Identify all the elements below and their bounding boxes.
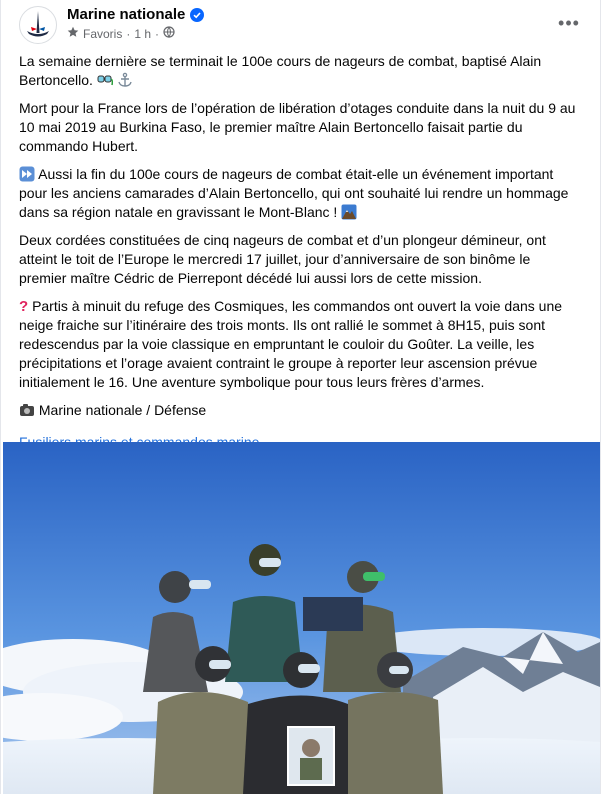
verified-badge-icon: [190, 8, 204, 22]
page-name-text[interactable]: Marine nationale: [67, 6, 186, 23]
more-options-button[interactable]: [556, 10, 582, 36]
paragraph-5: [19, 297, 579, 392]
photo-credit: [19, 401, 579, 420]
photo-credit-text: Marine nationale / Défense: [38, 402, 207, 418]
meta-separator: ·: [155, 26, 160, 41]
post-photo[interactable]: [3, 442, 600, 794]
paragraph-3-text: Aussi la fin du 100e cours de nageurs de combat était-elle un événement important pour les anciens camarades d’Alain Bertoncello, qui ont souhaité lui rendre un hommage dans sa région natale en gravissant le Mont-Blanc !: [19, 166, 569, 220]
paragraph-5-text: Partis à minuit du refuge des Cosmiques, les commandos ont ouvert la voie dans une neige fraiche sur l’itinéraire des trois monts. Ils ont rallié le sommet à 8H15, puis sont redescendus par la voie classique en empruntant le couloir du Goûter. La veille, les précipitations et l’orage avaient contraint le groupe à reporter leur ascension prévue initialement le 16. Une aventure symbolique pour tous leurs frères d’armes.: [19, 298, 563, 390]
paragraph-2: Mort pour la France lors de l’opération de libération d’otages conduite dans la nuit du 9 au 10 mai 2019 au Burkina Faso, le premier maître Alain Bertoncello faisait partie du commando Hubert.: [19, 100, 576, 154]
summit-photo-image: [3, 442, 600, 794]
marine-logo-icon: [20, 7, 56, 43]
paragraph-4: Deux cordées constituées de cinq nageurs de combat et d’un plongeur démineur, ont atteint le toit de l’Europe le mercredi 17 juillet, jour d’anniversaire de son binôme le premier maître Cédric de Pierrepont décédé lui aussi lors de cette mission.: [19, 232, 546, 286]
paragraph-1-text: La semaine dernière se terminait le 100e cours de nageurs de combat, baptisé Alain Bertoncello.: [19, 53, 542, 88]
post-meta: [67, 26, 175, 41]
fast-forward-icon: [19, 166, 35, 182]
anchor-icon: [117, 72, 133, 88]
question-mark-icon: ?: [19, 298, 29, 315]
post-text: [19, 52, 579, 452]
post-header: [19, 6, 582, 48]
timestamp[interactable]: 1 h: [134, 26, 152, 41]
page-name[interactable]: [67, 6, 204, 23]
meta-separator: ·: [126, 26, 131, 41]
camera-icon: [19, 402, 35, 418]
paragraph-3: [19, 165, 579, 222]
globe-icon: [163, 26, 175, 41]
star-icon: [67, 26, 79, 41]
avatar[interactable]: [19, 6, 57, 44]
diving-mask-icon: [97, 72, 113, 88]
more-icon: •••: [558, 12, 580, 33]
audience-label[interactable]: Favoris: [83, 26, 123, 41]
mountain-icon: [341, 204, 357, 220]
paragraph-1: [19, 52, 579, 90]
